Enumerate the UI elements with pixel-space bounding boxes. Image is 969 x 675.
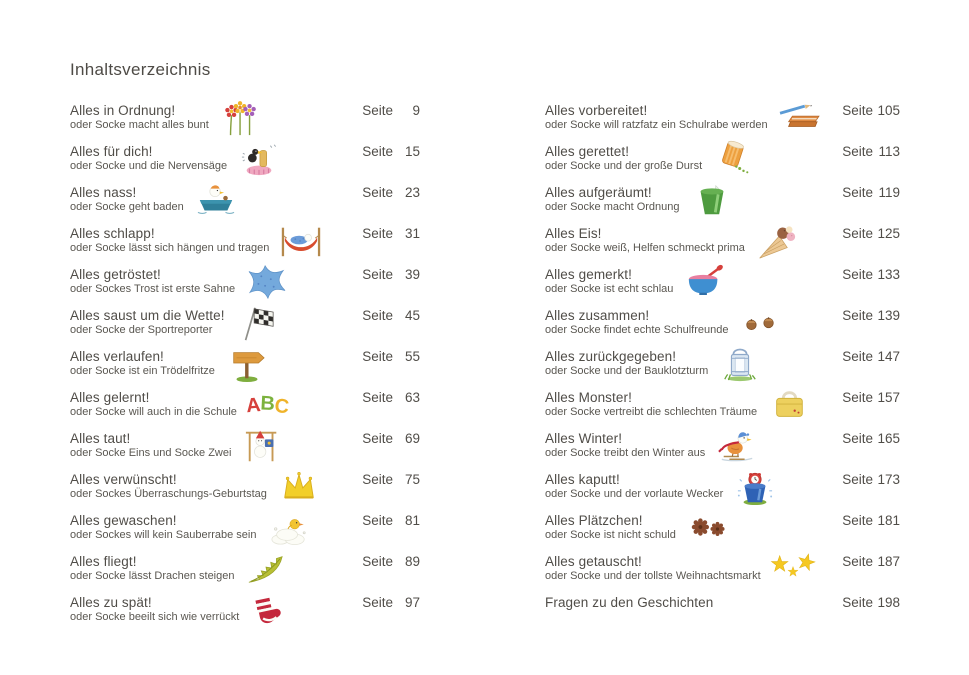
page-label: Seite <box>362 226 393 241</box>
entry-title: Alles zusammen! <box>545 308 650 323</box>
page-label: Seite <box>362 595 393 610</box>
entry-title: Alles gelernt! <box>70 390 150 405</box>
page-number: 69 <box>404 431 420 446</box>
entry-text <box>70 390 237 419</box>
toc-entry <box>545 424 900 465</box>
entry-subtitle: oder Sockes Überraschungs-Geburtstag <box>70 488 267 500</box>
entry-text <box>70 472 267 501</box>
foam-duck-icon <box>266 509 312 547</box>
page-number: 119 <box>878 185 900 200</box>
page-label: Seite <box>842 431 873 446</box>
page-label: Seite <box>362 431 393 446</box>
page-number: 89 <box>404 554 420 569</box>
entry-title: Alles zu spät! <box>70 595 152 610</box>
page-label: Seite <box>362 513 393 528</box>
entry-title: Alles Plätzchen! <box>545 513 643 528</box>
entry-page <box>842 472 900 487</box>
entry-text <box>545 144 702 173</box>
toc-entry <box>70 219 420 260</box>
entry-title: Alles fliegt! <box>70 554 137 569</box>
entry-page <box>362 595 420 610</box>
toc-entry <box>70 301 420 342</box>
page-number: 187 <box>877 554 900 569</box>
page-number: 55 <box>404 349 420 364</box>
winter-bird-icon <box>714 427 760 465</box>
entry-text <box>70 144 227 173</box>
entry-text <box>70 185 184 214</box>
entry-subtitle: oder Socke treibt den Winter aus <box>545 447 706 459</box>
cookies-icon <box>685 509 731 547</box>
page-label: Seite <box>842 144 873 159</box>
page-number: 165 <box>877 431 900 446</box>
toc-entry <box>545 547 900 588</box>
entry-text <box>545 308 728 337</box>
entry-subtitle: oder Socke und der Bauklotzturm <box>545 365 709 377</box>
entry-page <box>842 185 900 200</box>
entry-page <box>842 308 900 323</box>
entry-page <box>842 513 900 528</box>
toc-entry <box>70 137 420 178</box>
nuts-icon <box>737 304 783 342</box>
entry-title: Alles Winter! <box>545 431 623 446</box>
toc-entry <box>545 178 900 219</box>
abc-icon <box>246 386 292 424</box>
entry-title: Alles vorbereitet! <box>545 103 648 118</box>
page-label: Seite <box>842 185 873 200</box>
entry-subtitle: oder Socke ist ein Trödelfritze <box>70 365 215 377</box>
page-number: 181 <box>877 513 900 528</box>
entry-title: Alles kaputt! <box>545 472 620 487</box>
toc-entry <box>70 588 420 629</box>
entry-page <box>362 431 420 446</box>
entry-subtitle: oder Socke will auch in die Schule <box>70 406 237 418</box>
crown-icon <box>276 468 322 506</box>
entry-subtitle: oder Socke lässt Drachen steigen <box>70 570 235 582</box>
toc-entry <box>545 96 900 137</box>
entry-title: Alles verlaufen! <box>70 349 164 364</box>
entry-text <box>70 226 269 255</box>
entry-text <box>70 308 225 337</box>
entry-page <box>362 349 420 364</box>
entry-text <box>70 431 231 460</box>
entry-subtitle: oder Sockes Trost ist erste Sahne <box>70 283 236 295</box>
entry-subtitle: oder Socke beeilt sich wie verrückt <box>70 611 240 623</box>
entry-title: Alles verwünscht! <box>70 472 177 487</box>
entry-subtitle: oder Socke ist nicht schuld <box>545 529 676 541</box>
page-label: Seite <box>362 308 393 323</box>
page-label: Seite <box>362 185 393 200</box>
page-number: 75 <box>404 472 420 487</box>
page-number: 23 <box>404 185 420 200</box>
toc-content <box>70 60 900 629</box>
entry-subtitle: oder Socke findet echte Schulfreunde <box>545 324 729 336</box>
entry-title: Alles gerettet! <box>545 144 630 159</box>
page-number: 63 <box>404 390 420 405</box>
entry-title: Alles getröstet! <box>70 267 161 282</box>
ice-cream-icon <box>754 222 800 260</box>
entry-page <box>362 267 420 282</box>
juice-carton-icon <box>711 140 757 178</box>
entry-text <box>545 513 676 542</box>
page-number: 81 <box>404 513 420 528</box>
green-bucket-icon <box>689 181 735 219</box>
toc-entry <box>70 342 420 383</box>
page-number: 139 <box>877 308 900 323</box>
page-label: Seite <box>842 390 873 405</box>
checkered-flag-icon <box>234 304 280 342</box>
entry-title: Alles in Ordnung! <box>70 103 176 118</box>
flowers-icon <box>218 99 264 137</box>
lantern-icon <box>717 345 763 383</box>
page-label: Seite <box>362 267 393 282</box>
entry-title: Alles zurückgegeben! <box>545 349 677 364</box>
toc-entry <box>70 465 420 506</box>
entry-title: Alles für dich! <box>70 144 153 159</box>
page-number: 133 <box>877 267 900 282</box>
entry-text <box>545 226 745 255</box>
entry-title: Alles schlapp! <box>70 226 155 241</box>
entry-subtitle: oder Socke Eins und Socke Zwei <box>70 447 232 459</box>
page-number: 173 <box>877 472 900 487</box>
page-label: Seite <box>842 349 873 364</box>
entry-page <box>362 513 420 528</box>
page-number: 157 <box>877 390 900 405</box>
page-number: 113 <box>878 144 900 159</box>
entry-title: Alles Monster! <box>545 390 632 405</box>
svg-text:A: A <box>245 394 262 418</box>
entry-page <box>842 349 900 364</box>
entry-subtitle: oder Socke weiß, Helfen schmeckt prima <box>545 242 745 254</box>
page-label: Seite <box>842 554 873 569</box>
entry-page <box>842 226 900 241</box>
page-label: Seite <box>362 349 393 364</box>
entry-text <box>70 103 209 132</box>
toc-entry <box>70 178 420 219</box>
entry-title: Fragen zu den Geschichten <box>545 595 714 610</box>
toc-entry <box>70 260 420 301</box>
signpost-icon <box>224 345 270 383</box>
entry-subtitle: oder Socke der Sportreporter <box>70 324 213 336</box>
entry-page <box>842 103 900 118</box>
toc-entry <box>545 219 900 260</box>
entry-subtitle: oder Socke macht Ordnung <box>545 201 680 213</box>
entry-title: Alles gewaschen! <box>70 513 177 528</box>
toc-column-right <box>545 96 900 629</box>
entry-text <box>545 554 761 583</box>
page-label: Seite <box>842 513 873 528</box>
toc-columns <box>70 96 900 629</box>
page-label: Seite <box>362 390 393 405</box>
page-label: Seite <box>842 267 873 282</box>
page-label: Seite <box>842 472 873 487</box>
entry-title: Alles nass! <box>70 185 137 200</box>
toc-entry <box>545 465 900 506</box>
entry-subtitle: oder Sockes will kein Sauberrabe sein <box>70 529 257 541</box>
toc-entry <box>545 301 900 342</box>
toc-entry <box>70 547 420 588</box>
entry-title: Alles gemerkt! <box>545 267 632 282</box>
toc-entry <box>545 342 900 383</box>
toc-entry <box>545 383 900 424</box>
page-label: Seite <box>842 226 873 241</box>
entry-text <box>70 554 234 583</box>
entry-page <box>362 308 420 323</box>
entry-page <box>362 554 420 569</box>
toc-entry <box>70 506 420 547</box>
bag-icon <box>766 386 812 424</box>
entry-page <box>842 431 900 446</box>
hammock-icon <box>278 222 324 260</box>
page-label: Seite <box>362 103 393 118</box>
page-number: 198 <box>877 595 900 610</box>
entry-text <box>70 513 257 542</box>
page-number: 45 <box>404 308 420 323</box>
pillow-icon <box>244 263 290 301</box>
toc-entry <box>545 137 900 178</box>
entry-page <box>842 595 900 610</box>
entry-subtitle: oder Socke ist echt schlau <box>545 283 674 295</box>
boat-icon <box>193 181 239 219</box>
leaf-icon <box>243 550 289 588</box>
svg-text:C: C <box>273 394 291 419</box>
entry-page <box>362 185 420 200</box>
entry-title: Alles saust um die Wette! <box>70 308 225 323</box>
page-label: Seite <box>362 472 393 487</box>
bucket-clock-icon <box>732 468 778 506</box>
toc-entry <box>545 506 900 547</box>
toc-column-left <box>70 96 420 629</box>
page-number: 39 <box>404 267 420 282</box>
entry-subtitle: oder Socke macht alles bunt <box>70 119 209 131</box>
entry-text <box>545 349 708 378</box>
entry-page <box>362 144 420 159</box>
entry-subtitle: oder Socke vertreibt die schlechten Träume <box>545 406 758 418</box>
entry-subtitle: oder Socke und der vorlaute Wecker <box>545 488 724 500</box>
entry-subtitle: oder Socke will ratzfatz ein Schulrabe werden <box>545 119 768 131</box>
snowman-swing-icon <box>240 427 286 465</box>
entry-title: Alles aufgeräumt! <box>545 185 652 200</box>
entry-page <box>842 554 900 569</box>
entry-subtitle: oder Socke und der große Durst <box>545 160 703 172</box>
entry-page <box>362 103 420 118</box>
page-number: 9 <box>412 103 420 118</box>
entry-text <box>545 185 680 214</box>
page-label: Seite <box>842 595 873 610</box>
page-label: Seite <box>362 144 393 159</box>
entry-page <box>362 226 420 241</box>
toc-entry <box>70 424 420 465</box>
page-number: 147 <box>877 349 900 364</box>
entry-text <box>70 267 235 296</box>
page-number: 15 <box>404 144 420 159</box>
page-label: Seite <box>842 308 873 323</box>
entry-title: Alles getauscht! <box>545 554 642 569</box>
book-pencil-icon <box>777 99 823 137</box>
entry-page <box>842 390 900 405</box>
toc-entry <box>70 383 420 424</box>
entry-page <box>842 144 900 159</box>
entry-subtitle: oder Socke lässt sich hängen und tragen <box>70 242 270 254</box>
raven-saw-icon <box>236 140 282 178</box>
entry-subtitle: oder Socke und der tollste Weihnachtsmarkt <box>545 570 761 582</box>
entry-title: Alles Eis! <box>545 226 602 241</box>
stars-icon <box>770 550 816 588</box>
entry-text <box>545 431 705 460</box>
entry-text <box>70 595 239 624</box>
page-number: 97 <box>404 595 420 610</box>
page-label: Seite <box>362 554 393 569</box>
entry-page <box>842 267 900 282</box>
toc-entry <box>70 96 420 137</box>
entry-text <box>545 595 713 610</box>
entry-text <box>70 349 215 378</box>
entry-page <box>362 472 420 487</box>
entry-text <box>545 267 673 296</box>
page-number: 105 <box>877 103 900 118</box>
entry-text <box>545 390 757 419</box>
entry-text <box>545 472 723 501</box>
entry-page <box>362 390 420 405</box>
entry-subtitle: oder Socke geht baden <box>70 201 184 213</box>
svg-text:B: B <box>259 392 276 416</box>
toc-entry <box>545 260 900 301</box>
entry-text <box>545 103 768 132</box>
bowl-spoon-icon <box>682 263 728 301</box>
sock-icon <box>248 591 294 629</box>
page-number: 31 <box>404 226 420 241</box>
entry-title: Alles taut! <box>70 431 131 446</box>
toc-entry <box>545 588 900 629</box>
page-label: Seite <box>842 103 873 118</box>
entry-subtitle: oder Socke und die Nervensäge <box>70 160 228 172</box>
page-number: 125 <box>877 226 900 241</box>
page-title: Inhaltsverzeichnis <box>70 60 211 79</box>
